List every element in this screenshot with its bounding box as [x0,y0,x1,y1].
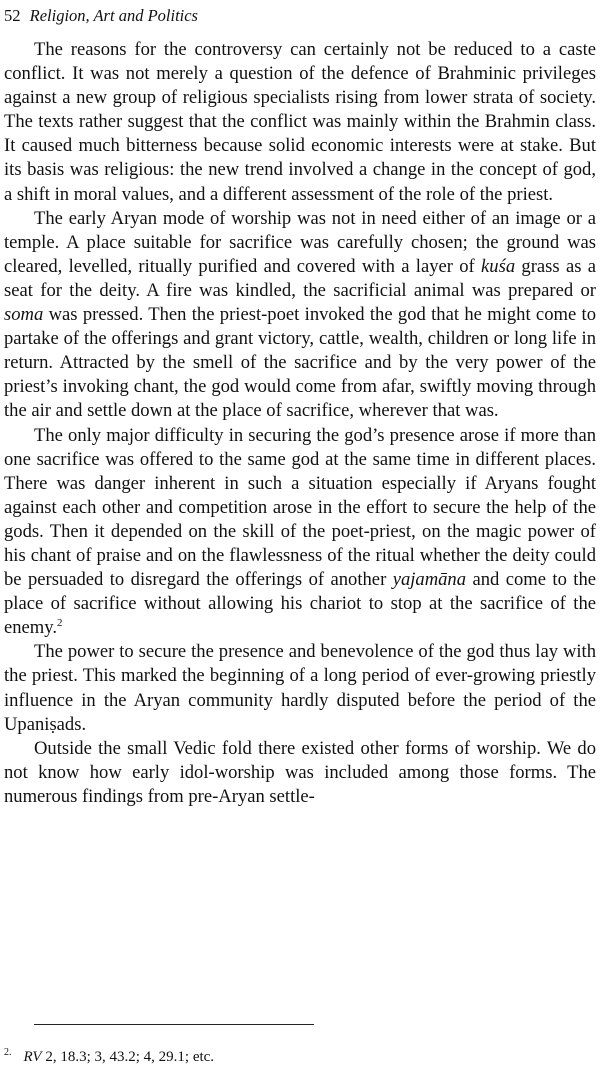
footnote-source-abbr: RV [23,1049,42,1065]
footnote-separator [34,1024,314,1025]
footnote-text: 2, 18.3; 3, 43.2; 4, 29.1; etc. [41,1049,215,1065]
paragraph-5 [4,737,596,809]
running-head-title: Religion, Art and Politics [29,6,198,25]
page-number: 52 [4,6,21,25]
paragraph-3 [4,424,596,641]
italic-term: kuśa [481,255,516,277]
italic-term: soma [4,304,44,326]
footnote-mark: 2. [4,1047,12,1058]
paragraph-2 [4,207,596,424]
text-run: and come to the place of sacrifice without allowing his chariot to stop at the sacrifice of the enemy. [4,569,597,639]
running-head [4,6,198,26]
paragraph-1 [4,38,596,207]
text-run: The early Aryan mode of worship was not in need either of an image or a temple. A place suitable for sacrifice was carefully chosen; the ground was cleared, levelled, ritually purified and covered with a layer of [4,207,596,277]
text-run: Outside the small Vedic fold there existed other forms of worship. We do not know how early idol-worship was included among those forms. The numerous findings from pre-Aryan settle- [4,737,596,807]
text-run: The reasons for the controversy can certainly not be reduced to a caste conflict. It was not merely a question of the defence of Brahminic privileges against a new group of religious specialists rising from lower strata of society. The texts rather suggest that the conflict was mainly within the Brahmin class. It caused much bitterness because solid economic interests were at stake. But its basis was religious: the new trend involved a change in the concept of god, a shift in moral values, and a different assessment of the role of the priest. [4,39,596,205]
footnote [4,1044,214,1066]
text-run: was pressed. Then the priest-poet invoked the god that he might come to partake of the offerings and grant victory, cattle, wealth, children or long life in return. Attracted by the smell of the sacrifice and by the very power of the priest’s invoking chant, the god would come from afar, swiftly moving through the air and settle down at the place of sacrifice, wherever that was. [4,304,596,422]
body-text [4,38,596,809]
text-run: The only major difficulty in securing the god’s presence arose if more than one sacrifice was offered to the same god at the same time in different places. There was danger inherent in such a situation especially if Aryans fought against each other and competition arose in the effort to secure the help of the gods. Then it depended on the skill of the poet-priest, on the magic power of his chant of praise and on the flawlessness of the ritual whether the deity could be persuaded to disregard the offerings of another [4,424,596,591]
italic-term: yajamāna [392,569,467,591]
text-run: The power to secure the presence and benevolence of the god thus lay with the priest. This marked the beginning of a long period of ever-growing priestly influence in the Aryan community hardly disputed before the period of the Upaniṣads. [4,641,596,735]
footnote-reference: 2 [57,617,63,630]
text-run: grass as a seat for the deity. A fire was kindled, the sacrificial animal was prepared or [4,255,596,301]
paragraph-4 [4,640,596,736]
